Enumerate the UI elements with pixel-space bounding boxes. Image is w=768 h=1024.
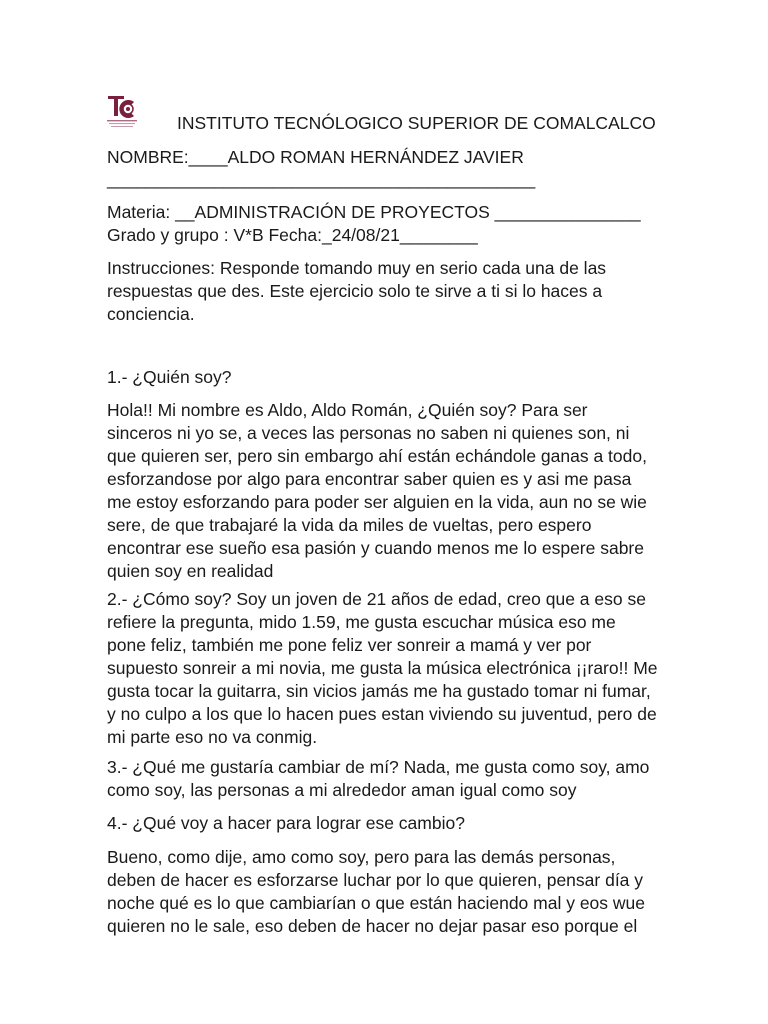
question-1: 1.- ¿Quién soy?	[107, 367, 232, 387]
question-4: 4.- ¿Qué voy a hacer para lograr ese cambio?	[107, 813, 465, 833]
question-2-paragraph: 2.- ¿Cómo soy? Soy un joven de 21 años de edad, creo que a eso se refiere la pregunta, mido 1.59, me gusta escuchar música eso me pone feliz, también me pone feliz ver sonreir a mamá y ver por supuesto sonreir a mi novia, me gusta la música electrónica ¡¡raro!! Me gusta tocar la guitarra, sin vicios jamás me ha gustado tomar ni fumar, y no culpo a los que lo hacen pues estan viviendo su juventud, pero de mi parte eso no va conmig.	[107, 589, 658, 747]
question-3-paragraph: 3.- ¿Qué me gustaría cambiar de mí? Nada, me gusta como soy, amo como soy, las personas a mi alrededor aman igual como soy	[107, 757, 650, 800]
answer-4-paragraph: Bueno, como dije, amo como soy, pero para las demás personas, deben de hacer es esforzarse luchar por lo que quieren, pensar día y noche qué es lo que cambiarían o que están haciendo mal y eos wue quieren no le sale, eso deben de hacer no dejar pasar eso porque el	[107, 847, 645, 936]
student-name-line: NOMBRE:____ALDO ROMAN HERNÁNDEZ JAVIER	[107, 147, 524, 167]
institute-logo-icon	[104, 92, 140, 130]
group-date-line: Grado y grupo : V*B Fecha:_24/08/21________	[107, 225, 478, 245]
name-underline: ____________________________________________	[107, 169, 536, 189]
institute-title: INSTITUTO TECNÓLOGICO SUPERIOR DE COMALCALCO	[177, 113, 656, 133]
instructions-paragraph: Instrucciones: Responde tomando muy en serio cada una de las respuestas que des. Este ejercicio solo te sirve a ti si lo haces a conciencia.	[107, 258, 607, 324]
subject-line: Materia: __ADMINISTRACIÓN DE PROYECTOS _______________	[107, 202, 641, 222]
answer-1-paragraph: Hola!! Mi nombre es Aldo, Aldo Román, ¿Quién soy? Para ser sinceros ni yo se, a veces las personas no saben ni quienes son, ni que quieren ser, pero sin embargo ahí están echándole ganas a todo, esforzandose por algo para encontrar saber quien es y asi me pasa me estoy esforzando para poder ser alguien en la vida, aun no se wie sere, de que trabajaré la vida da miles de vueltas, pero espero encontrar ese sueño esa pasión y cuando menos me lo espere sabre quien soy en realidad	[107, 400, 647, 581]
